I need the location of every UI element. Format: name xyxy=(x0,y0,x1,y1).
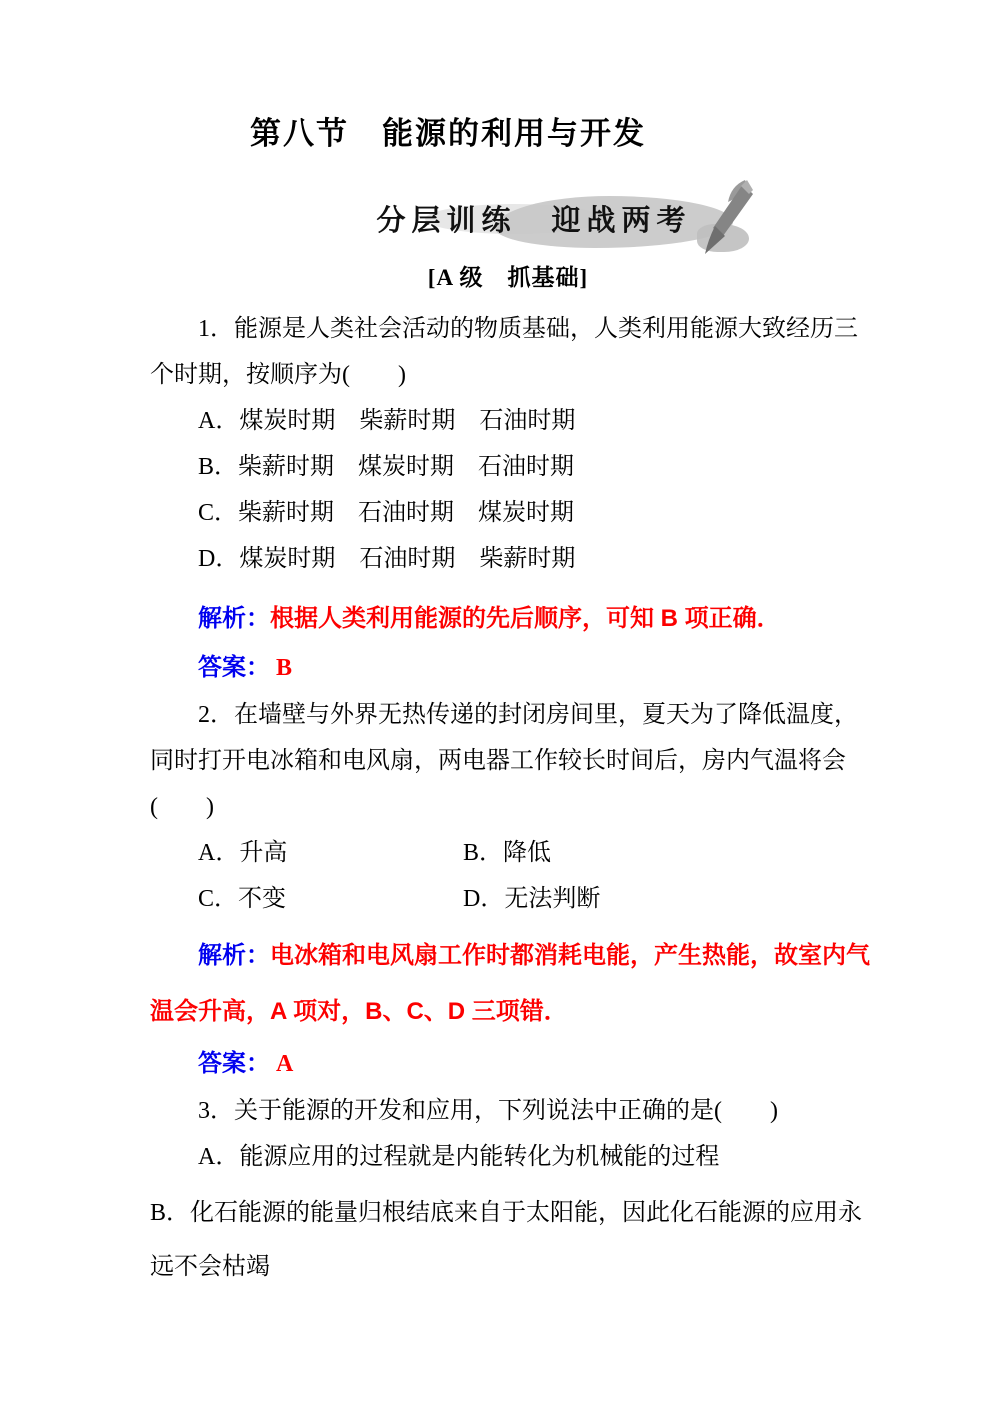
question-2-stem-line-3: ( ) xyxy=(150,794,214,820)
question-1-stem-line-2: 个时期，按顺序为( ) xyxy=(150,362,406,388)
answer-label: 答案： xyxy=(198,1050,270,1077)
question-1-analysis xyxy=(150,594,866,644)
brush-pen-icon xyxy=(691,178,755,256)
question-3-option-a: A．能源应用的过程就是内能转化为机械能的过程 xyxy=(198,1144,720,1170)
question-3-option-b-line-2: 远不会枯竭 xyxy=(150,1254,270,1280)
question-1-option-b: B．柴薪时期 煤炭时期 石油时期 xyxy=(198,454,575,480)
document-content xyxy=(150,0,870,1294)
answer-text: A xyxy=(276,1051,294,1077)
answer-label: 答案： xyxy=(198,654,270,681)
page-title: 第八节 能源的利用与开发 xyxy=(250,116,646,151)
analysis-text: 根据人类利用能源的先后顺序，可知 B 项正确． xyxy=(270,605,781,632)
question-1-option-c: C．柴薪时期 石油时期 煤炭时期 xyxy=(198,500,575,526)
analysis-label: 解析： xyxy=(198,605,270,632)
question-1 xyxy=(150,306,866,692)
question-2-analysis xyxy=(150,928,870,1040)
question-1-option-a: A．煤炭时期 柴薪时期 石油时期 xyxy=(198,408,576,434)
answer-text: B xyxy=(276,655,293,681)
question-2 xyxy=(150,692,870,1088)
question-2-answer xyxy=(150,1040,866,1088)
question-2-stem-line-2: 同时打开电冰箱和电风扇，两电器工作较长时间后，房内气温将会 xyxy=(150,748,846,774)
question-3-stem: 3．关于能源的开发和应用，下列说法中正确的是( ) xyxy=(198,1098,778,1124)
analysis-text-line-2: 温会升高，A 项对，B、C、D 三项错． xyxy=(150,998,568,1025)
question-3-option-b xyxy=(150,1186,866,1294)
question-2-option-a: A．升高 xyxy=(198,840,288,866)
question-3 xyxy=(150,1088,866,1294)
section-banner xyxy=(339,192,729,252)
section-header: [A 级 抓基础] xyxy=(427,265,589,290)
analysis-label: 解析： xyxy=(198,942,270,969)
question-2-stem-line-1: 2．在墙壁与外界无热传递的封闭房间里，夏天为了降低温度， xyxy=(198,702,858,728)
question-2-option-d: D．无法判断 xyxy=(463,886,601,912)
question-2-options-row-1 xyxy=(150,830,866,876)
question-2-option-b: B．降低 xyxy=(463,840,552,866)
question-2-option-c: C．不变 xyxy=(198,886,287,912)
question-3-option-b-line-1: B．化石能源的能量归根结底来自于太阳能，因此化石能源的应用永 xyxy=(150,1200,863,1226)
banner-label: 分层训练 迎战两考 xyxy=(376,205,692,237)
question-2-options-row-2 xyxy=(150,876,866,922)
analysis-text-line-1: 电冰箱和电风扇工作时都消耗电能，产生热能，故室内气 xyxy=(270,942,870,969)
question-1-stem-line-1: 1．能源是人类社会活动的物质基础，人类利用能源大致经历三 xyxy=(198,316,858,342)
question-1-option-d: D．煤炭时期 石油时期 柴薪时期 xyxy=(198,546,576,572)
question-1-answer xyxy=(150,644,866,692)
